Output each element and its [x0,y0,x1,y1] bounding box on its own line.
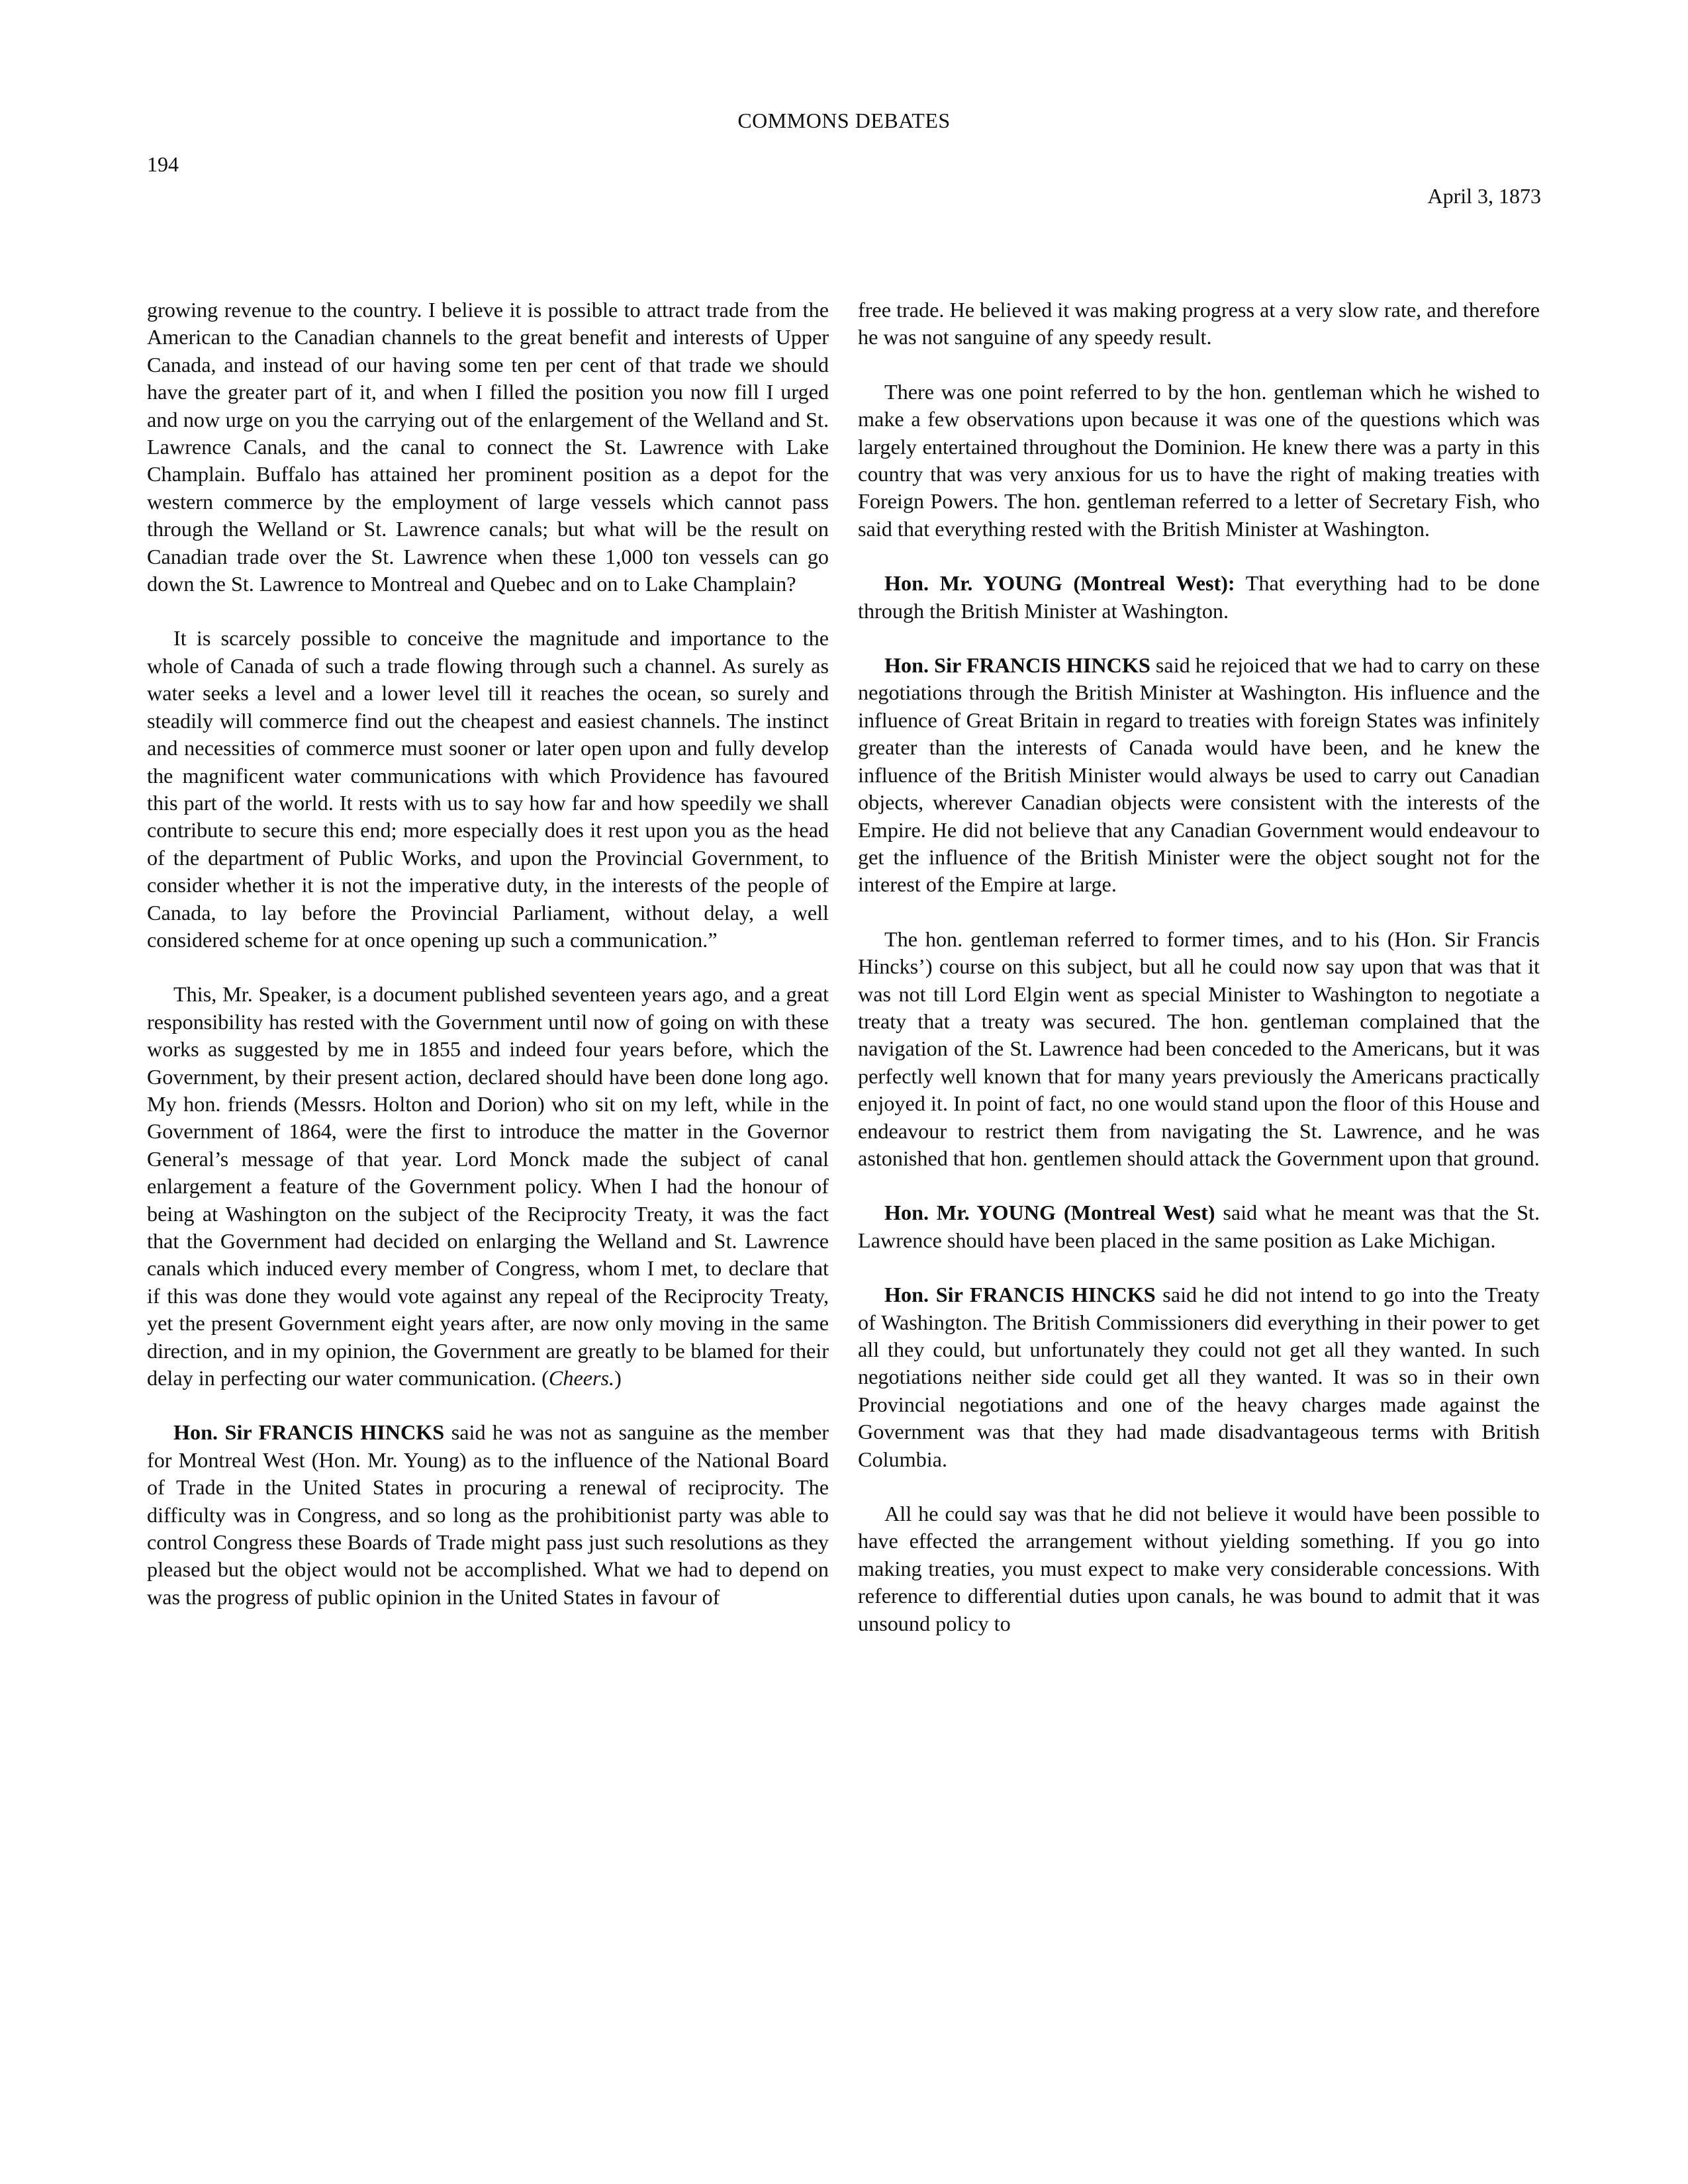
speaker-name: Hon. Sir FRANCIS HINCKS [173,1420,445,1445]
speech-text: said he rejoiced that we had to carry on these negotiations through the British Minister at Washington. His influence and the influence of Great Britain in regard to treaties with foreign States was infinitely greater than the interests of Canada would have been, and he knew the influence of the British Minister would always be used to carry out Canadian objects, wherever Canadian objects were consistent with the interests of the Empire. He did not believe that any Canadian Government would endeavour to get the influence of the British Minister were the object sought not for the interest of the Empire at large. [858,653,1540,897]
speaker-name: Hon. Mr. YOUNG (Montreal West): [884,571,1235,596]
cheers-note: Cheers. [548,1366,615,1390]
paragraph: There was one point referred to by the hon. gentleman which he wished to make a few observations upon because it was one of the questions which was largely entertained throughout the Dominion. He knew there was a party in this country that was very anxious for us to have the right of making treaties with Foreign Powers. The hon. gentleman referred to a letter of Secretary Fish, who said that everything rested with the British Minister at Washington. [858,379,1540,541]
paragraph: free trade. He believed it was making progress at a very slow rate, and therefore he was not sanguine of any speedy result. [858,298,1540,349]
speech-paragraph [858,1199,1540,1254]
speech-paragraph [147,1419,829,1611]
speaker-name: Hon. Mr. YOUNG (Montreal West) [884,1201,1215,1225]
right-column [858,296,1540,1664]
speech-text: That everything had to be done through the British Minister at Washington. [858,571,1540,623]
page-date: April 3, 1873 [1427,184,1541,208]
paragraph-text: ) [614,1366,622,1390]
paragraph-text: This, Mr. Speaker, is a document published seventeen years ago, and a great responsibility has rested with the Government until now of going on with these works as suggested by me in 1855 and indeed four years before, which the Government, by their present action, declared should have been done long ago. My hon. friends (Messrs. Holton and Dorion) who sit on my left, while in the Government of 1864, were the first to introduce the matter in the Governor General’s message of that year. Lord Monck made the subject of canal enlargement a feature of the Government policy. When I had the honour of being at Washington on the subject of the Reciprocity Treaty, it was the fact that the Government had decided on enlarging the Welland and St. Lawrence canals which induced every member of Congress, whom I met, to declare that if this was done they would vote against any repeal of the Reciprocity Treaty, yet the present Government eight years after, are now only moving in the same direction, and in my opinion, the Government are greatly to be blamed for their delay in perfecting our water communication. ( [147,982,829,1390]
speech-text: said what he meant was that the St. Lawrence should have been placed in the same position as Lake Michigan. [858,1201,1540,1252]
paragraph: All he could say was that he did not believe it would have been possible to have effected the arrangement without yielding something. If you go into making treaties, you must expect to make very considerable concessions. With reference to differential duties upon canals, he was bound to admit that it was unsound policy to [858,1502,1540,1635]
paragraph: It is scarcely possible to conceive the magnitude and importance to the whole of Canada of such a trade flowing through such a channel. As surely as water seeks a level and a lower level till it reaches the ocean, so surely and steadily will commerce find out the cheapest and easiest channels. The instinct and necessities of commerce must sooner or later open upon and fully develop the magnificent water communications with which Providence has favoured this part of the world. It rests with us to say how far and how speedily we shall contribute to secure this end; more especially does it rest upon you as the head of the department of Public Works, and upon the Provincial Government, to consider whether it is not the imperative duty, in the interests of the people of Canada, to lay before the Provincial Parliament, without delay, a well considered scheme for at once opening up such a communication.” [147,626,829,952]
running-header-title: COMMONS DEBATES [737,109,951,132]
speech-paragraph [858,1281,1540,1473]
speech-paragraph [858,570,1540,625]
paragraph [147,981,829,1392]
left-column [147,296,829,1638]
page-number: 194 [147,152,179,176]
speech-text: said he did not intend to go into the Treaty of Washington. The British Commissioners did everything in their power to get all they could, but unfortunately they could not get all they wanted. In such negotiations neither side could get all they wanted. It was so in their own Provincial negotiations and one of the heavy charges made against the Government was that they had made disadvantageous terms with British Columbia. [858,1283,1540,1471]
paragraph: The hon. gentleman referred to former times, and to his (Hon. Sir Francis Hincks’) course on this subject, but all he could now say upon that was that it was not till Lord Elgin went as special Minister to Washington to negotiate a treaty that a treaty was secured. The hon. gentleman complained that the navigation of the St. Lawrence had been conceded to the Americans, but it was perfectly well known that for many years previously the Americans practically enjoyed it. In point of fact, no one would stand upon the floor of this House and endeavour to restrict them from navigating the St. Lawrence, and he was astonished that hon. gentlemen should attack the Government upon that ground. [858,927,1540,1170]
speech-paragraph [858,652,1540,899]
speech-text: said he was not as sanguine as the member for Montreal West (Hon. Mr. Young) as to the influence of the National Board of Trade in the United States in procuring a renewal of reciprocity. The difficulty was in Congress, and so long as the prohibitionist party was able to control Congress these Boards of Trade might pass just such resolutions as they pleased but the object would not be accomplished. What we had to depend on was the progress of public opinion in the United States in favour of [147,1420,829,1609]
paragraph: growing revenue to the country. I believe it is possible to attract trade from the American to the Canadian channels to the great benefit and interests of Upper Canada, and instead of our having some ten per cent of that trade we should have the greater part of it, and when I filled the position you now fill I urged and now urge on you the carrying out of the enlargement of the Welland and St. Lawrence Canals, and the canal to connect the St. Lawrence with Lake Champlain. Buffalo has attained her prominent position as a depot for the western commerce by the employment of large vessels which cannot pass through the Welland or St. Lawrence canals; but what will be the result on Canadian trade over the St. Lawrence when these 1,000 ton vessels can go down the St. Lawrence to Montreal and Quebec and on to Lake Champlain? [147,298,829,596]
speaker-name: Hon. Sir FRANCIS HINCKS [884,1283,1156,1307]
speaker-name: Hon. Sir FRANCIS HINCKS [884,653,1150,678]
